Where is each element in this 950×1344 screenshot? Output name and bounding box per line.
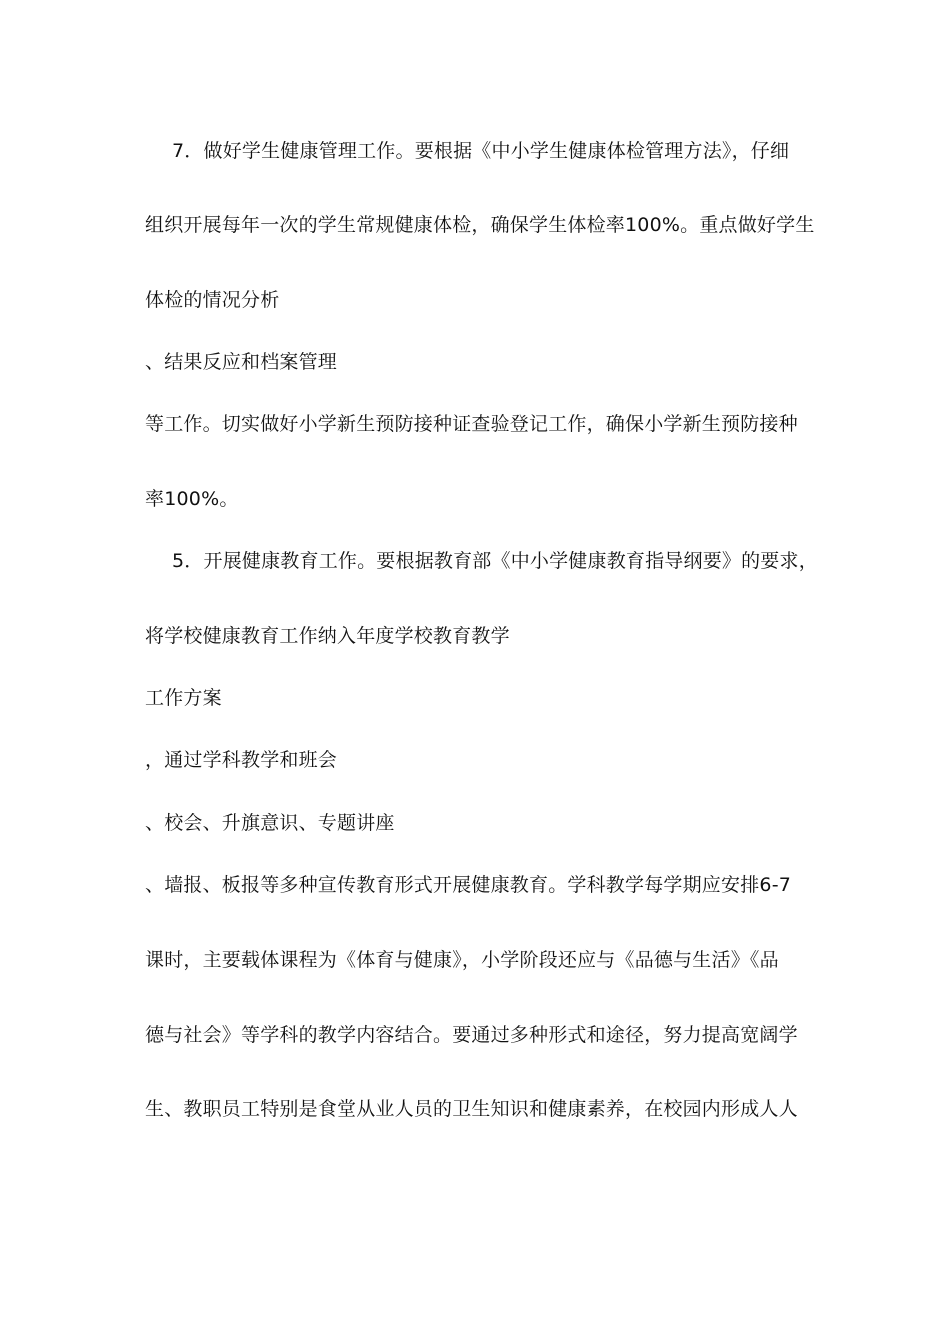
paragraph-line: 率100%。 bbox=[145, 488, 239, 510]
paragraph-line: 德与社会》等学科的教学内容结合。要通过多种形式和途径，努力提高宽阔学 bbox=[145, 1024, 798, 1046]
paragraph-line: 生、教职员工特别是食堂从业人员的卫生知识和健康素养，在校园内形成人人 bbox=[145, 1098, 798, 1120]
paragraph-line: 组织开展每年一次的学生常规健康体检，确保学生体检率100%。重点做好学生 bbox=[145, 214, 815, 236]
paragraph-line: 体检的情况分析 bbox=[145, 289, 280, 311]
paragraph-line: 课时，主要载体课程为《体育与健康》，小学阶段还应与《品德与生活》《品 bbox=[145, 949, 779, 971]
paragraph-line: 7．做好学生健康管理工作。要根据《中小学生健康体检管理方法》，仔细 bbox=[172, 140, 790, 162]
paragraph-line: 将学校健康教育工作纳入年度学校教育教学 bbox=[145, 625, 510, 647]
paragraph-line: 5．开展健康教育工作。要根据教育部《中小学健康教育指导纲要》的要求， bbox=[172, 550, 818, 572]
paragraph-line: 工作方案 bbox=[145, 687, 222, 709]
paragraph-line: 、结果反应和档案管理 bbox=[145, 351, 338, 373]
paragraph-line: 等工作。切实做好小学新生预防接种证查验登记工作，确保小学新生预防接种 bbox=[145, 413, 798, 435]
paragraph-line: ，通过学科教学和班会 bbox=[145, 749, 338, 771]
paragraph-line: 、墙报、板报等多种宣传教育形式开展健康教育。学科教学每学期应安排6-7 bbox=[145, 874, 792, 896]
paragraph-line: 、校会、升旗意识、专题讲座 bbox=[145, 812, 395, 834]
